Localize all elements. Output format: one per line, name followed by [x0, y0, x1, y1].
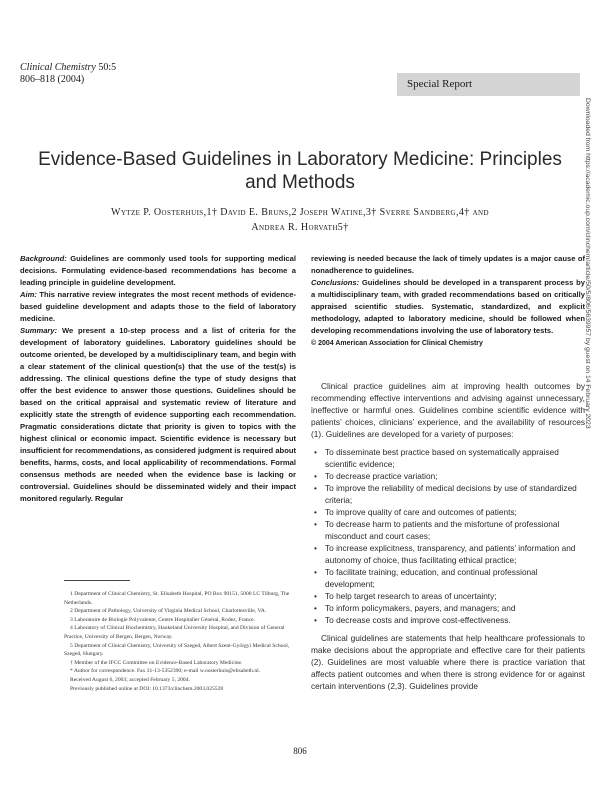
summary-text: We present a 10-step process and a list of criteria for the development of laboratory guidelines. Laboratory guidelines should be outcome oriented, be developed by a multidisciplinary team, and begin with a clear statement of the clinical question(s) that the use of the test(s) is addressing. The clinical questions define the type of study designs that offer the best evidence to answer those questions. Guidelines should be based on the critical appraisal and systematic review of literature and explicitly state the strength of evidence supporting each recommendation. Pragmatic considerations dictate that priority is given to topics with the highest clinical or economic impact. Scientific evidence is necessary but insufficient for recommendations, as considered judgment is required about benefits, harms, costs, and local applicability of recommendations. Formal consensus methods are needed when the evidence base is lacking or controversial. Guidelines should be disseminated widely and their impact monitored regularly. Regular	[20, 326, 296, 503]
list-item: • To facilitate training, education, and continual professional development;	[311, 566, 585, 590]
conclusions-text: Guidelines should be developed in a transparent process by a multidisciplinary team, with graded recommendations based on critically appraised scientific studies. Systematic, standardized, and explicit methodology, adapted to laboratory medicine, should be followed when developing recommendations involving the use of laboratory tests.	[311, 278, 585, 335]
list-item: • To decrease practice variation;	[311, 470, 585, 482]
page-number: 806	[293, 746, 307, 756]
purpose-list	[311, 446, 585, 626]
background-label: Background:	[20, 254, 67, 263]
second-paragraph: Clinical guidelines are statements that help healthcare professionals to make decisions about the appropriate and effective care for their patients (2). Guidelines are most valuable where there is practice variation that affects patient outcomes and when there is strong evidence for or against certain interventions (2,3). Guidelines provide	[311, 633, 585, 691]
article-title: Evidence-Based Guidelines in Laboratory Medicine: Principles and Methods	[38, 149, 562, 193]
journal-citation	[20, 62, 116, 86]
footnote: 3 Laboratoire de Biologie Polyvalente, Centre Hospitalier Général, Rodez, France.	[70, 616, 255, 623]
footnote: † Member of the IFCC Committee on Evidence-Based Laboratory Medicine.	[70, 659, 243, 666]
journal-volume: 50:5	[98, 62, 117, 73]
footnote: * Author for correspondence. Fax 31-13-5352390; e-mail w.oosterhuis@elisabeth.nl.	[70, 668, 261, 675]
journal-name: Clinical Chemistry	[20, 62, 96, 73]
list-item: • To decrease costs and improve cost-effectiveness.	[311, 614, 585, 626]
list-item: • To improve the reliability of medical decisions by use of standardized criteria;	[311, 482, 585, 506]
download-notice	[584, 98, 600, 658]
footnotes	[64, 590, 296, 693]
summary-continued: reviewing is needed because the lack of timely updates is a major cause of nonadherence to guidelines.	[311, 254, 585, 275]
section-label: Special Report	[397, 73, 580, 96]
list-item: • To improve quality of care and outcomes of patients;	[311, 506, 585, 518]
background-text: Guidelines are commonly used tools for supporting medical decisions. Formulating evidence-based recommendations has become a leading principle in guideline development.	[20, 254, 296, 287]
conclusions-label: Conclusions:	[311, 278, 360, 287]
footnote: Received August 6, 2003; accepted February 5, 2004.	[70, 676, 190, 683]
abstract-column-right	[311, 253, 585, 350]
copyright-line: © 2004 American Association for Clinical Chemistry	[311, 340, 483, 347]
body-text	[311, 380, 585, 692]
download-notice-text: Downloaded from https://academic.oup.com/clinchem/article/50/5/806/5639957 by guest on 14 February 2023	[584, 98, 591, 429]
footnote-divider	[64, 580, 130, 581]
footnote: 1 Department of Clinical Chemistry, St. Elisabeth Hospital, PO Box 90151, 5000 LC Tilburg, The Netherlands.	[64, 591, 290, 606]
abstract-column-left	[20, 253, 296, 505]
footnote: Previously published online at DOI: 10.1373/clinchem.2003.025528	[70, 685, 224, 692]
list-item: • To decrease harm to patients and the misfortune of professional misconduct and court cases;	[311, 518, 585, 542]
list-item: • To increase explicitness, transparency, and patients’ information and autonomy of choice, thus facilitating ethical practice;	[311, 542, 585, 566]
author-line-1: Wytze P. Oosterhuis,1† David E. Bruns,2 Joseph Watine,3† Sverre Sandberg,4† and	[111, 207, 489, 218]
author-line-2: Andrea R. Horvath5†	[251, 222, 349, 233]
list-item: • To help target research to areas of uncertainty;	[311, 590, 585, 602]
list-item: • To inform policymakers, payers, and managers; and	[311, 602, 585, 614]
summary-label: Summary:	[20, 326, 58, 335]
intro-paragraph: Clinical practice guidelines aim at improving health outcomes by recommending effective interventions and advising against unnecessary, ineffective or harmful ones. Guidelines combine scientific evidence with patients’ choices, clinicians’ experience, and the availability of resources (1). Guidelines are developed for a variety of purposes:	[311, 381, 585, 439]
footnote: 2 Department of Pathology, University of Virginia Medical School, Charlottesville, VA.	[70, 608, 267, 615]
journal-pages-year: 806–818 (2004)	[20, 74, 85, 85]
aim-text: This narrative review integrates the most recent methods of evidence-based guideline development and adapts those to the field of laboratory medicine.	[20, 290, 296, 323]
aim-label: Aim:	[20, 290, 37, 299]
list-item: • To disseminate best practice based on systematically appraised scientific evidence;	[311, 446, 585, 470]
footnote: 4 Laboratory of Clinical Biochemistry, Haukeland University Hospital, and Division of General Practice, University of Bergen, Bergen, Norway.	[64, 625, 285, 640]
footnote: 5 Department of Clinical Chemistry, University of Szeged, Albert Szent-Györgyi Medical School, Szeged, Hungary.	[64, 642, 290, 658]
author-list	[30, 205, 570, 235]
